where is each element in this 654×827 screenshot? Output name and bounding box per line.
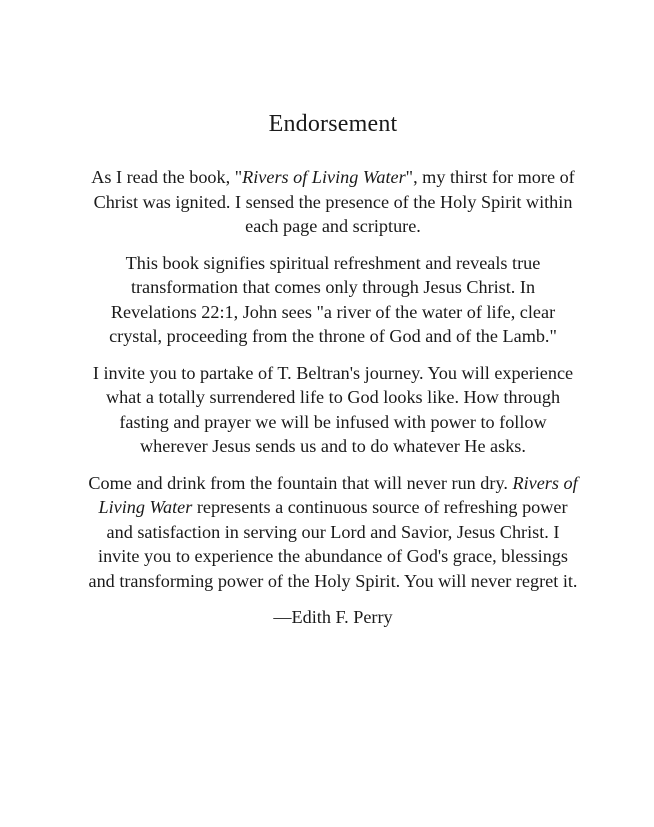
paragraph-1 bbox=[88, 165, 578, 239]
page-title: Endorsement bbox=[268, 111, 398, 137]
paragraph-2: This book signifies spiritual refreshment and reveals true transformation that comes only through Jesus Christ. In Revelations 22:1, John sees "a river of the water of life, clear crystal, proceeding from the throne of God and of the Lamb." bbox=[109, 252, 557, 346]
endorsement-page bbox=[88, 108, 578, 630]
book-title-italic-2: Rivers of Living Water bbox=[98, 472, 578, 517]
signature: —Edith F. Perry bbox=[273, 607, 393, 627]
paragraph-1-text-c: ", my thirst for more of Christ was ignited. I sensed the presence of the Holy Spirit within each page and scripture. bbox=[93, 167, 575, 236]
paragraph-4-text-a: Come and drink from the fountain that will never run dry. bbox=[88, 472, 513, 493]
paragraph-3: I invite you to partake of T. Beltran's journey. You will experience what a totally surrendered life to God looks like. How through fasting and prayer we will be infused with power to follow wherever Jesus sends us and to do whatever He asks. bbox=[92, 362, 574, 456]
book-title-italic: Rivers of Living Water bbox=[242, 167, 406, 187]
paragraph-4-text-c: represents a continuous source of refreshing power and satisfaction in serving our Lord and Savior, Jesus Christ. I invite you to experience the abundance of God's grace, blessings and transforming power of the Holy Spirit. You will never regret it. bbox=[88, 497, 578, 591]
paragraph-1-text-a: As I read the book, " bbox=[91, 167, 243, 187]
paragraph-4 bbox=[88, 471, 578, 594]
